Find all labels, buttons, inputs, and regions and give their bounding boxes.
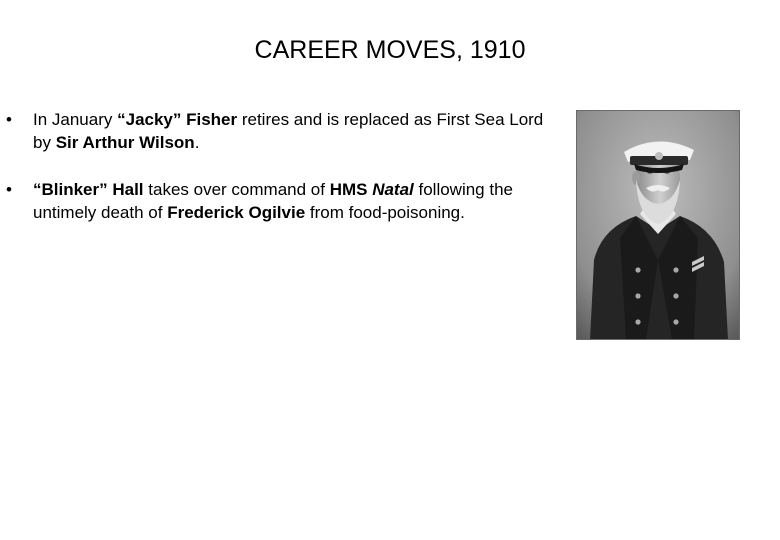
text-run-bold: HMS <box>329 180 373 199</box>
bullet-item <box>0 178 560 224</box>
text-run: retires and is replaced as First Sea Lord by <box>33 110 544 152</box>
portrait-photo <box>576 110 740 340</box>
text-run-bold-italic: Natal <box>372 180 414 199</box>
text-run-bold: Frederick Ogilvie <box>167 203 306 222</box>
text-run-bold: Sir Arthur Wilson <box>55 133 195 152</box>
text-run: from food-poisoning. <box>305 203 465 222</box>
slide-title: CAREER MOVES, 1910 <box>254 36 526 64</box>
bullet-list <box>0 108 560 224</box>
text-run: following the untimely death of <box>33 180 513 222</box>
text-run-bold: “Blinker” Hall <box>33 180 144 199</box>
text-run: In January <box>33 110 118 129</box>
bullet-marker: • <box>6 110 12 129</box>
bullet-text <box>33 180 513 222</box>
bullet-item <box>0 108 560 154</box>
bullet-text <box>33 110 543 152</box>
text-run-bold: “Jacky” Fisher <box>117 110 238 129</box>
bullet-marker: • <box>6 180 12 199</box>
text-run: . <box>194 133 200 152</box>
text-run: takes over command of <box>143 180 330 199</box>
